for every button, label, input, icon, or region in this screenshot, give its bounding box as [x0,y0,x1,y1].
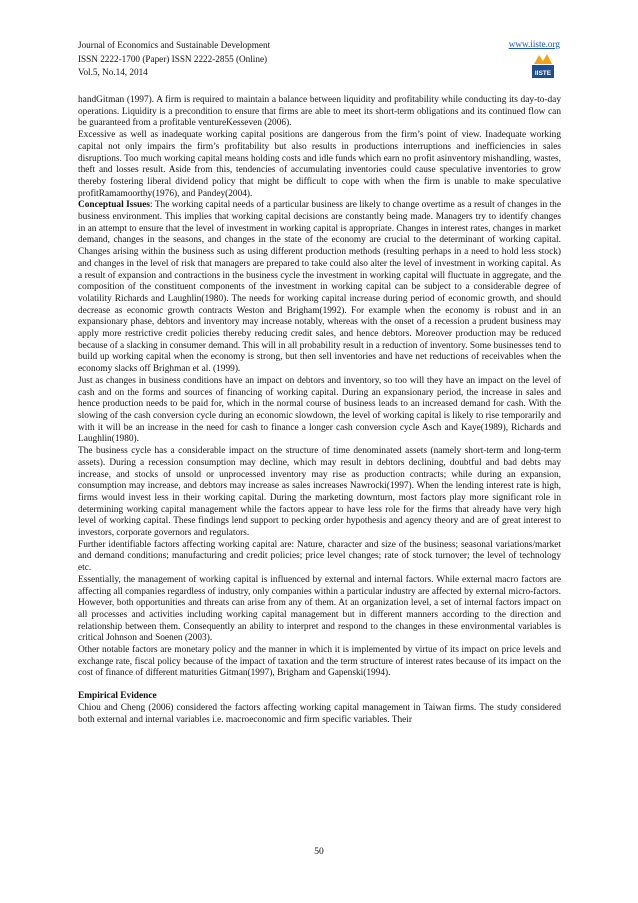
issn-line: ISSN 2222-1700 (Paper) ISSN 2222-2855 (Online) [78,53,268,64]
paragraph: Essentially, the management of working capital is influenced by external and internal factors. While external macro factors are affecting all companies regardless of industry, only companies within a particular industry are affected by external micro-factors. However, both opportunities and threats can arise from any of them. At an organization level, a set of internal factors impact on all processes and activities including working capital management but in different manners according to the direction and relationship between them. Consequently an ability to interpret and respond to the changes in these environmental variables is critical Johnson and Soenen (2003). [78,574,561,644]
volume-line: Vol.5, No.14, 2014 [78,67,148,77]
paragraph: Just as changes in business conditions have an impact on debtors and inventory, so too will they have an impact on the level of cash and on the forms and sources of financing of working capital. During an expansionary period, the increase in sales and hence production needs to be paid for, which in the normal course of business leads to an increased demand for cash. With the slowing of the cash conversion cycle during an economic slowdown, the level of working capital is likely to rise temporarily and with it will be an increase in the need for cash to finance a longer cash conversion cycle Asch and Kaye(1989), Richards and Laughlin(1980). [78,375,561,445]
page-number: 50 [314,847,324,857]
page-header [78,39,560,95]
section-heading: Empirical Evidence [78,691,157,702]
paragraph: Other notable factors are monetary policy and the manner in which it is implemented by virtue of its impact on price levels and exchange rate, fiscal policy because of the impact of taxation and the term structure of interest rates because of its impact on the cost of finance of different maturities Gitman(1997), Brigham and Gapenski(1994). [78,645,561,679]
logo-text: IISTE [534,70,552,77]
journal-title: Journal of Economics and Sustainable Development [78,40,271,50]
paragraph: Further identifiable factors affecting working capital are: Nature, character and size of the business; seasonal variations/market and demand conditions; manufacturing and credit policies; price level changes; rate of stock turnover; the level of technology etc. [78,539,561,574]
paragraph [78,200,561,376]
article-body [78,95,561,726]
spacer [78,680,561,691]
paragraph: handGitman (1997). A firm is required to maintain a balance between liquidity and profitability while conducting its day-to-day operations. Liquidity is a precondition to ensure that firms are able to meet its short-term obligations and its continued flow can be guaranteed from a profitable ventureKesseven (2006). [78,95,561,129]
paragraph: Chiou and Cheng (2006) considered the factors affecting working capital management in Taiwan firms. The study considered both external and internal variables i.e. macroeconomic and firm specific variables. Their [78,702,561,725]
paragraph-text: : The working capital needs of a particular business are likely to change overtime as a result of changes in the business environment. This implies that working capital decisions are constantly being made. Managers try to identify changes in an attempt to ensure that the level of investment in working capital is appropriate. Changes in interest rates, changes in market demand, changes in the seasons, and changes in the state of the economy are crucial to the determinant of working capital. Changes arising within the business such as using different production methods (resulting perhaps in a need to hold less stock) and changes in the level of risk that managers are prepared to take could also alter the level of investment in working capital. As a result of expansion and contractions in the business cycle the investment in working capital will fluctuate in aggregate, and the composition of the constituent components of the investment in working capital can be subject to a considerable degree of volatility Richards and Laughlin(1980). The needs for working capital increase during period of economic growth, and should decrease as economic growth contracts Weston and Brigham(1992). For example when the economy is robust and in an expansionary phase, debtors and inventory may increase notably, whereas with the onset of a recession a prudent business may apply more restrictive credit policies thereby reducing credit sales, and hence debtors. Moreover production may be reduced because of a slacking in consumer demand. This will in all probability result in a reduction of inventory. Some businesses tend to build up working capital when the economy is strong, but then sell inventories and have net reductions of receivables when the economy slacks off Brighman et al. (1999). [78,200,561,375]
iiste-logo [532,52,554,78]
conceptual-issues-label: Conceptual Issues [78,200,150,211]
paragraph: Excessive as well as inadequate working capital positions are dangerous from the firm’s point of view. Inadequate working capital not only impairs the firm’s profitability but also results in productions interruptions and inefficiencies in sales disruptions. Too much working capital means holding costs and idle funds which earn no profit asinventory mishandling, wastes, theft and losses result. Aside from this, tendencies of accumulating inventories could cause speculative inventories to grow thereby fostering liberal dividend policy that might be difficult to cope with when the firm is unable to make speculative profitRamamoorthy(1976), and Pandey(2004). [78,130,561,199]
paragraph: The business cycle has a considerable impact on the structure of time denominated assets (namely short-term and long-term assets). During a recession consumption may decline, which may result in debtors declining, doubtful and bad debts may increase, and stocks of unsold or unprocessed inventory may rise as production contracts; while during an expansion, consumption may increase, and debtors may increase as sales increases Nawrocki(1997). When the lending interest rate is high, firms would invest less in their working capital. During the marketing downturn, most factors play more significant role in determining working capital management while the factors appear to have less role for the firms that already have very high level of working capital. These findings lend support to pecking order hypothesis and agency theory and are of great interest to investors, corporate governors and regulators. [78,446,561,539]
journal-url-link[interactable]: www.iiste.org [508,39,560,49]
